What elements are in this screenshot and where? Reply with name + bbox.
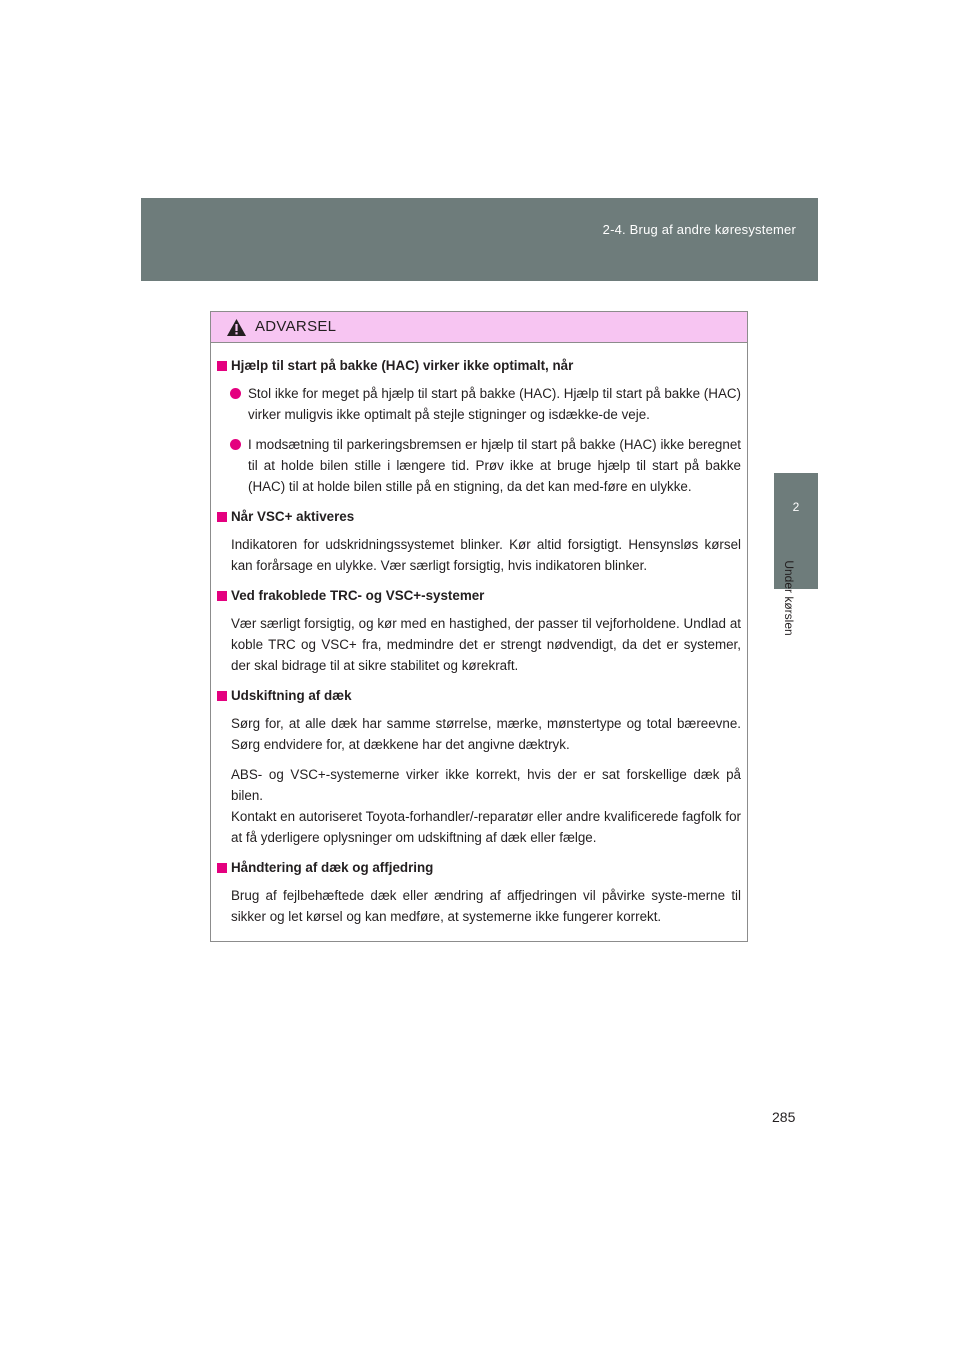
warning-box <box>210 311 748 942</box>
warning-body <box>211 343 747 927</box>
paragraph: Vær særligt forsigtig, og kør med en hastighed, der passer til vejforholdene. Undlad at koble TRC og VSC+ fra, medmindre det er strengt nødvendigt, da det er systemer, der skal bidrage til at sikre stabilitet og kørekraft. <box>231 616 741 673</box>
square-bullet-icon <box>217 691 227 701</box>
bullet-item: I modsætning til parkeringsbremsen er hjælp til start på bakke (HAC) ikke beregnet til at holde bilen stille i længere tid. Prøv ikke at bruge hjælp til start på bakke (HAC) til at holde bilen stille på en stigning, da det kan med-føre en ulykke. <box>217 434 741 497</box>
warning-triangle-icon <box>226 318 247 337</box>
circle-bullet-icon <box>230 388 241 399</box>
circle-bullet-icon <box>230 439 241 450</box>
square-bullet-icon <box>217 591 227 601</box>
square-bullet-icon <box>217 361 227 371</box>
paragraph: Sørg for, at alle dæk har samme størrelse, mærke, mønstertype og total bæreevne. Sørg endvidere for, at dækkene har det angivne dæktryk. <box>231 716 741 752</box>
paragraph: ABS- og VSC+-systemerne virker ikke korrekt, hvis der er sat forskellige dæk på bilen. Kontakt en autoriseret Toyota-forhandler/-reparatør eller andre kvalificerede fagfolk for at få yderligere oplysninger om udskiftning af dæk eller fælge. <box>231 767 741 845</box>
chapter-tab <box>774 473 818 589</box>
section-heading: Når VSC+ aktiveres <box>217 506 741 528</box>
section-heading: Ved frakoblede TRC- og VSC+-systemer <box>217 585 741 607</box>
header-band <box>141 198 818 281</box>
section-heading: Håndtering af dæk og affjedring <box>217 857 741 879</box>
section-heading: Hjælp til start på bakke (HAC) virker ikke optimalt, når <box>217 355 741 377</box>
warning-title: ADVARSEL <box>255 318 337 335</box>
square-bullet-icon <box>217 863 227 873</box>
chapter-number: 2 <box>792 500 800 514</box>
square-bullet-icon <box>217 512 227 522</box>
paragraph: Indikatoren for udskridningssystemet blinker. Kør altid forsigtigt. Hensynsløs kørsel kan forårsage en ulykke. Vær særligt forsigtig, hvis indikatoren blinker. <box>231 537 741 573</box>
bullet-item: Stol ikke for meget på hjælp til start på bakke (HAC). Hjælp til start på bakke (HAC) virker muligvis ikke optimalt på stejle stigninger og isdække-de veje. <box>217 383 741 425</box>
chapter-label: Under kørslen <box>782 560 796 636</box>
section-heading: Udskiftning af dæk <box>217 685 741 707</box>
warning-header <box>211 312 747 343</box>
page-number: 285 <box>772 1109 796 1125</box>
paragraph: Brug af fejlbehæftede dæk eller ændring af affjedringen vil påvirke syste-merne til sikker og let kørsel og kan medføre, at systemerne ikke fungerer korrekt. <box>231 888 741 924</box>
section-title: 2-4. Brug af andre køresystemer <box>602 222 796 237</box>
